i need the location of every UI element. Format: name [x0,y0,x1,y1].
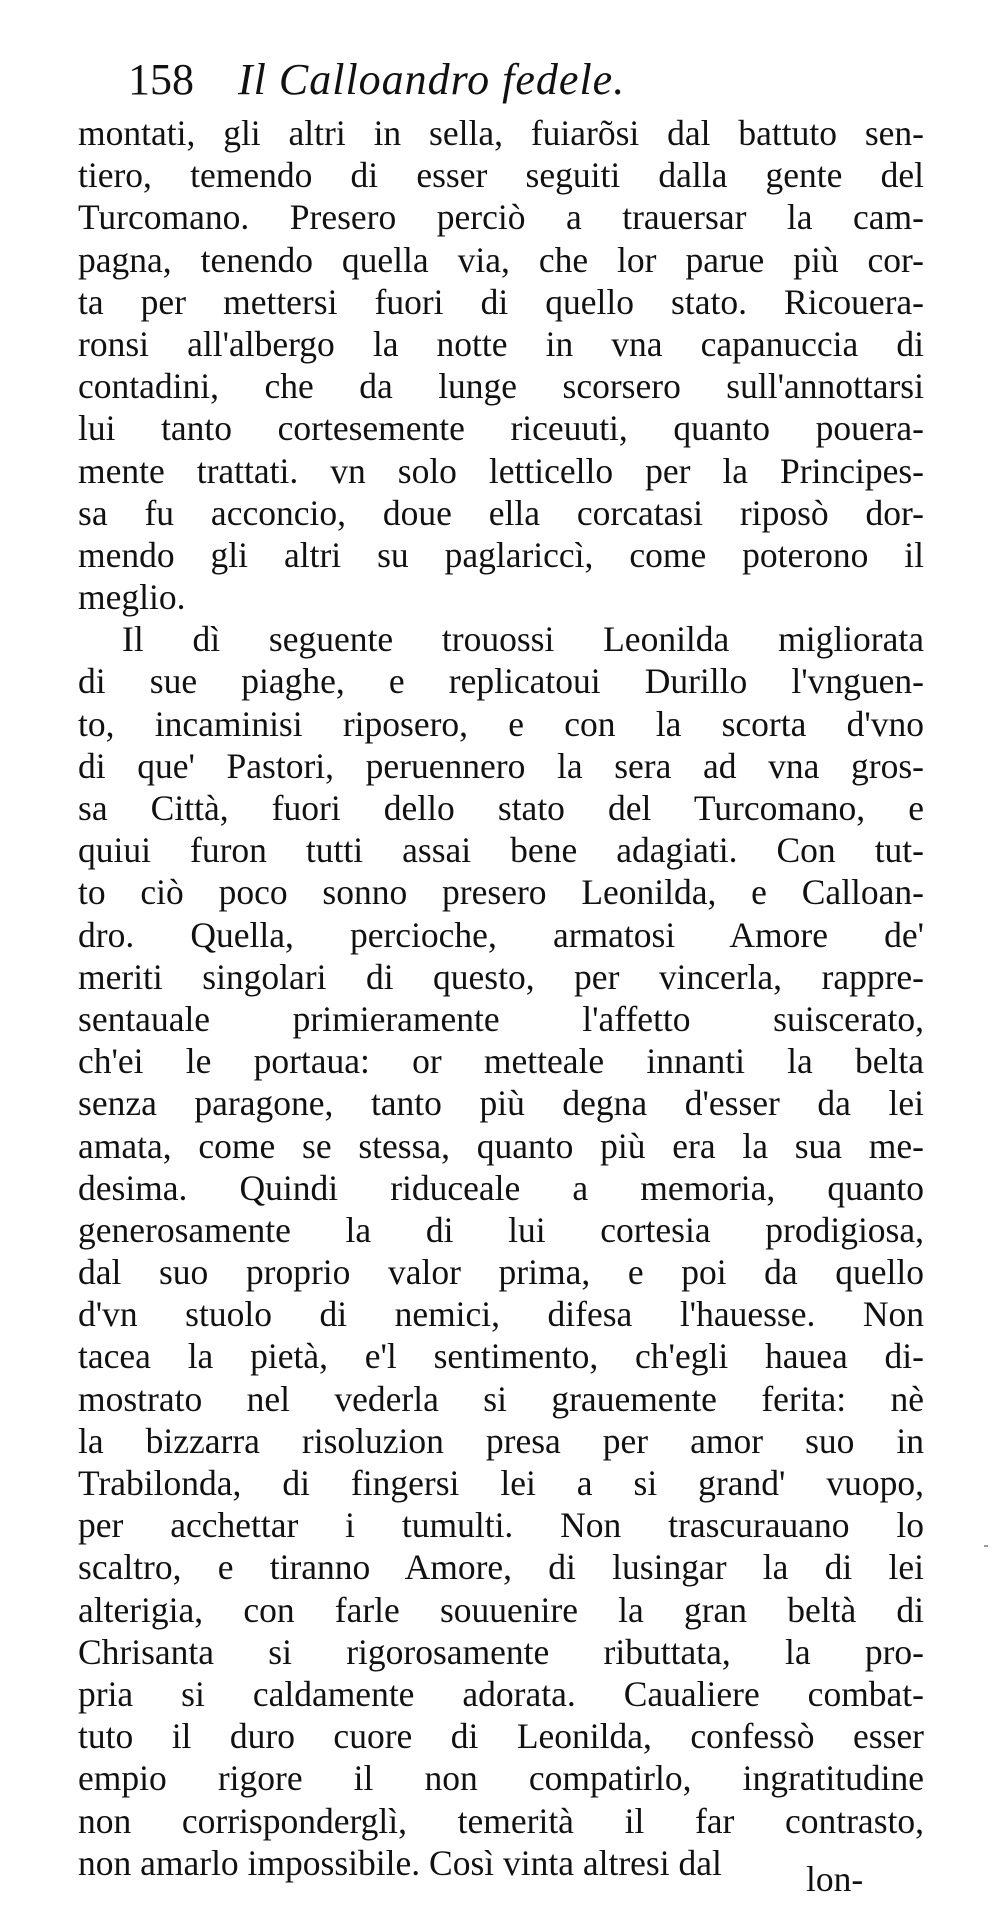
text-line: per acchettar i tumulti. Non trascurauano lo [78,1505,924,1546]
text-line: generosamente la di lui cortesia prodigiosa, [78,1209,924,1250]
text-line: Turcomano. Presero perciò a trauersar la cam- [78,197,924,238]
page-edge-mark [984,1545,988,1547]
text-line: meriti singolari di questo, per vincerla, rappre- [78,956,924,997]
text-line: la bizzarra risoluzion presa per amor suo in [78,1420,924,1461]
page-header [128,52,768,108]
text-line: di que' Pastori, peruennero la sera ad vna gros- [78,745,924,786]
text-line: scaltro, e tiranno Amore, di lusingar la di lei [78,1547,924,1588]
text-line: quiui furon tutti assai bene adagiati. Con tut- [78,830,924,871]
catchword: lon- [806,1859,864,1899]
text-line: Chrisanta si rigorosamente ributtata, la pro- [78,1631,924,1672]
running-title: Il Calloandro fedele. [238,55,626,104]
text-line: Trabilonda, di fingersi lei a si grand' vuopo, [78,1463,924,1503]
text-line: sa fu acconcio, doue ella corcatasi riposò dor- [78,492,924,533]
text-line: pagna, tenendo quella via, che lor parue più cor- [78,239,924,280]
text-line: to ciò poco sonno presero Leonilda, e Calloan- [78,872,924,913]
text-line: empio rigore il non compatirlo, ingratitudine [78,1758,924,1799]
text-line: sentauale primieramente l'affetto suiscerato, [78,998,924,1039]
text-line: d'vn stuolo di nemici, difesa l'hauesse. Non [78,1294,924,1335]
text-line: pria si caldamente adorata. Caualiere combat- [78,1673,924,1714]
text-line: contadini, che da lunge scorsero sull'annottarsi [78,366,924,407]
text-line: amata, come se stessa, quanto più era la sua me- [78,1125,924,1166]
text-line: senza paragone, tanto più degna d'esser da lei [78,1083,924,1124]
text-line: mente trattati. vn solo letticello per la Principes- [78,450,924,491]
text-line: dro. Quella, percioche, armatosi Amore de' [78,914,924,955]
text-line: di sue piaghe, e replicatoui Durillo l'vnguen- [78,661,924,702]
body-text [78,112,924,1884]
text-line: desima. Quindi riduceale a memoria, quanto [78,1167,924,1208]
text-line: montati, gli altri in sella, fuiarõsi dal battuto sen- [78,113,924,153]
text-line: non amarlo impossibile. Così vinta altresi dal [78,1842,722,1883]
text-line: tiero, temendo di esser seguiti dalla gente del [78,155,924,196]
text-line: ta per mettersi fuori di quello stato. Ricouera- [78,281,924,322]
text-line: to, incaminisi riposero, e con la scorta d'vno [78,703,924,744]
text-line: lui tanto cortesemente riceuuti, quanto pouera- [78,408,924,449]
text-line: Il dì seguente trouossi Leonilda migliorata [122,619,924,660]
text-line: ronsi all'albergo la notte in vna capanuccia di [78,323,924,364]
text-line: tuto il duro cuore di Leonilda, confessò esser [78,1716,924,1757]
text-line: ch'ei le portaua: or metteale innanti la belta [78,1041,924,1082]
text-line: alterigia, con farle souuenire la gran beltà di [78,1589,924,1630]
text-line: tacea la pietà, e'l sentimento, ch'egli hauea di- [78,1336,924,1377]
text-line: meglio. [78,577,186,618]
text-line: non corrisponderglì, temerità il far contrasto, [78,1800,924,1841]
text-line: mendo gli altri su paglariccì, come poterono il [78,534,924,575]
text-line: sa Città, fuori dello stato del Turcomano, e [78,788,924,828]
text-line: dal suo proprio valor prima, e poi da quello [78,1252,924,1293]
text-line: mostrato nel vederla si grauemente ferita: nè [78,1378,924,1419]
page-number: 158 [128,55,194,104]
